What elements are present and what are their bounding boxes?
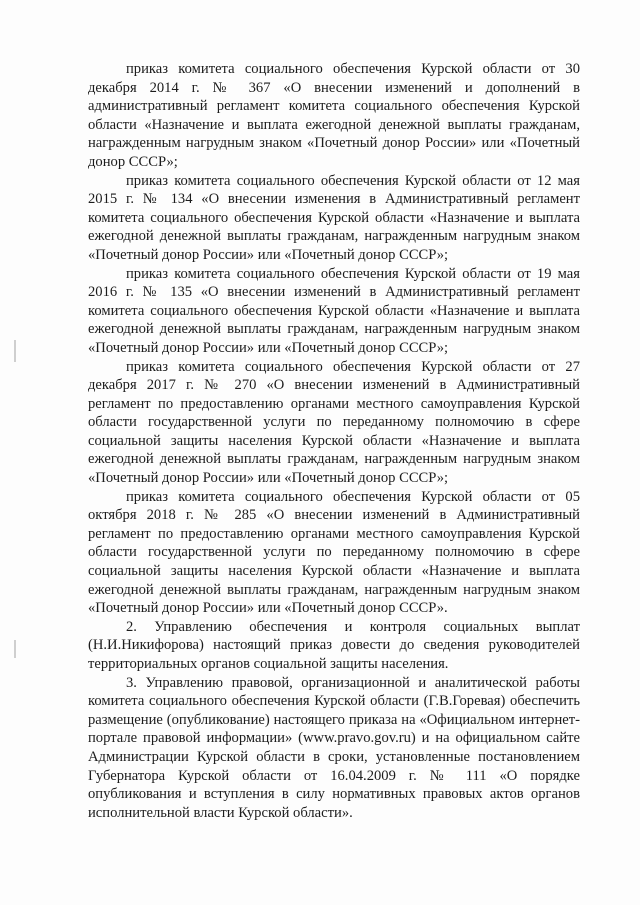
paragraph-item-2: 2. Управлению обеспечения и контроля социальных выплат (Н.И.Никифорова) настоящий приказ довести до сведения руководителей территориальных органов социальной защиты населения.: [88, 618, 580, 672]
paragraph-order-270: приказ комитета социального обеспечения Курской области от 27 декабря 2017 г. № 270 «О внесении изменений в Административный регламент по предоставлению органами местного самоуправления Курской области государственной услуги по переданному полномочию в сфере социальной защиты населения Курской области «Назначение и выплата ежегодной денежной выплаты гражданам, награжденным нагрудным знаком «Почетный донор России» или «Почетный донор СССР»;: [88, 358, 580, 487]
scan-edge-mark: [14, 640, 16, 658]
scan-edge-mark: [14, 340, 16, 362]
paragraph-order-135: приказ комитета социального обеспечения Курской области от 19 мая 2016 г. № 135 «О внесении изменений в Административный регламент комитета социального обеспечения Курской области «Назначение и выплата ежегодной денежной выплаты гражданам, награжденным нагрудным знаком «Почетный донор России» или «Почетный донор СССР»;: [88, 265, 580, 356]
paragraph-order-285: приказ комитета социального обеспечения Курской области от 05 октября 2018 г. № 285 «О внесении изменений в Административный регламент по предоставлению органами местного самоуправления Курской области государственной услуги по переданному полномочию в сфере социальной защиты населения Курской области «Назначение и выплата ежегодной денежной выплаты гражданам, награжденным нагрудным знаком «Почетный донор России» или «Почетный донор СССР».: [88, 488, 580, 617]
paragraph-order-134: приказ комитета социального обеспечения Курской области от 12 мая 2015 г. № 134 «О внесении изменения в Административный регламент комитета социального обеспечения Курской области «Назначение и выплата ежегодной денежной выплаты гражданам, награжденным нагрудным знаком «Почетный донор России» или «Почетный донор СССР»;: [88, 172, 580, 263]
paragraph-item-3: 3. Управлению правовой, организационной и аналитической работы комитета социального обеспечения Курской области (Г.В.Горевая) обеспечить размещение (опубликование) настоящего приказа на «Официальном интернет-портале правовой информации» (www.pravo.gov.ru) и на официальном сайте Администрации Курской области в сроки, установленные постановлением Губернатора Курской области от 16.04.2009 г. № 111 «О порядке опубликования и вступления в силу нормативных правовых актов органов исполнительной власти Курской области».: [88, 674, 580, 821]
document-body: [88, 60, 580, 822]
paragraph-order-367: приказ комитета социального обеспечения Курской области от 30 декабря 2014 г. № 367 «О внесении изменений и дополнений в административный регламент комитета социального обеспечения Курской области «Назначение и выплата ежегодной денежной выплаты гражданам, награжденным нагрудным знаком «Почетный донор России» или «Почетный донор СССР»;: [88, 61, 580, 170]
